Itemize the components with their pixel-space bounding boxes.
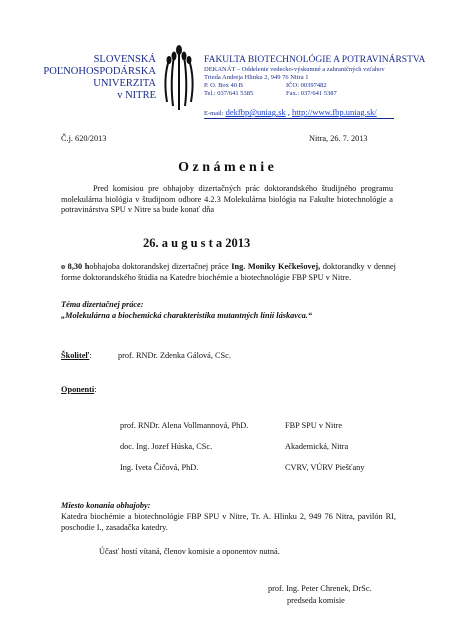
defense-text-b: doktorandky v dennej forme doktorandského štúdia na Katedre biochémie a biotechnológie FBP SPU v Nitre. — [61, 262, 396, 282]
dean-office: DEKANÁT – Oddelenie vedecko-výskumné a zahraničných vzťahov — [204, 66, 385, 73]
university-logo — [160, 44, 198, 112]
intro-paragraph — [61, 184, 393, 216]
university-line-2: POĽNOHOSPODÁRSKA — [43, 66, 156, 77]
email-label: E-mail: — [204, 110, 224, 117]
topic-label: Téma dizertačnej práce: — [61, 300, 144, 309]
tel: Tel.: 037/641 5385 — [204, 90, 254, 97]
opponents-label-text: Oponenti — [61, 385, 95, 394]
opponents-label — [61, 385, 97, 396]
contact-links — [204, 107, 377, 118]
intro-text: Pred komisiou pre obhajoby dizertačných prác doktorandského študijného programu molekulárna biológia v študijnom odbore 4.2.3 Molekulárna biológia na Fakulte biotechnológie a potravinárstva SPU v Nitre sa bude konať dňa — [61, 184, 393, 214]
opponents-colon: : — [94, 385, 97, 394]
topic-value: „Molekulárna a biochemická charakteristika mutantných línií láskavca.“ — [61, 311, 312, 320]
address: Trieda Andreja Hlinku 2, 949 76 Nitra 1 — [204, 74, 309, 81]
email-link[interactable]: dekfbp@uniag.sk — [225, 107, 286, 117]
university-name — [16, 54, 156, 102]
supervisor-colon: : — [89, 351, 92, 360]
university-line-3: UNIVERZITA — [93, 78, 156, 89]
supervisor-name: prof. RNDr. Zdenka Gálová, CSc. — [118, 351, 231, 360]
signature-name: prof. Ing. Peter Chrenek, DrSc. — [268, 584, 372, 593]
defense-time: o 8,30 h — [61, 262, 90, 271]
venue-label: Miesto konania obhajoby: — [61, 501, 151, 510]
po-box: P. O. Box 40 B — [204, 82, 244, 89]
opponent-name: Ing. Iveta Čičová, PhD. — [120, 463, 199, 472]
document-title: O z n á m e n i e — [178, 160, 274, 175]
university-line-1: SLOVENSKÁ — [93, 54, 156, 65]
header-divider — [204, 118, 394, 119]
signature-role: predseda komisie — [287, 596, 345, 605]
opponent-name: prof. RNDr. Alena Vollmannová, PhD. — [120, 421, 249, 430]
venue-text: Katedra biochémie a biotechnológie FBP SPU v Nitre, Tr. A. Hlinku 2, 949 76 Nitra, pavilón RI, poschodie I., zasadačka katedry. — [61, 512, 396, 532]
faculty-title: FAKULTA BIOTECHNOLÓGIE A POTRAVINÁRSTVA — [204, 55, 426, 65]
website-link[interactable]: http://www.fbp.uniag.sk/ — [292, 107, 377, 117]
candidate-name: Ing. Moniky Kečkešovej, — [231, 262, 321, 271]
reference-number: Č.j. 620/2013 — [61, 134, 107, 143]
university-line-4: v NITRE — [117, 90, 156, 101]
opponent-org: FBP SPU v Nitre — [285, 421, 343, 430]
link-separator: , — [287, 107, 290, 117]
supervisor-label-text: Školiteľ — [61, 351, 90, 360]
opponent-org: Akademická, Nitra — [285, 442, 349, 451]
defense-date: 26. a u g u s t a 2013 — [143, 236, 251, 250]
opponent-name: doc. Ing. Jozef Húska, CSc. — [120, 442, 213, 451]
opponent-org: CVRV, VÚRV Piešťany — [285, 463, 365, 472]
defense-text-a: obhajoba doktorandskej dizertačnej práce — [89, 262, 232, 271]
supervisor-label — [61, 351, 92, 362]
place-date: Nitra, 26. 7. 2013 — [309, 134, 368, 143]
ico: IČO: 00397482 — [286, 82, 327, 89]
defense-paragraph — [61, 262, 396, 283]
welcome-note: Účasť hostí vítaná, členov komisie a oponentov nutná. — [99, 547, 280, 556]
fax: Fax.: 037/641 5387 — [286, 90, 337, 97]
